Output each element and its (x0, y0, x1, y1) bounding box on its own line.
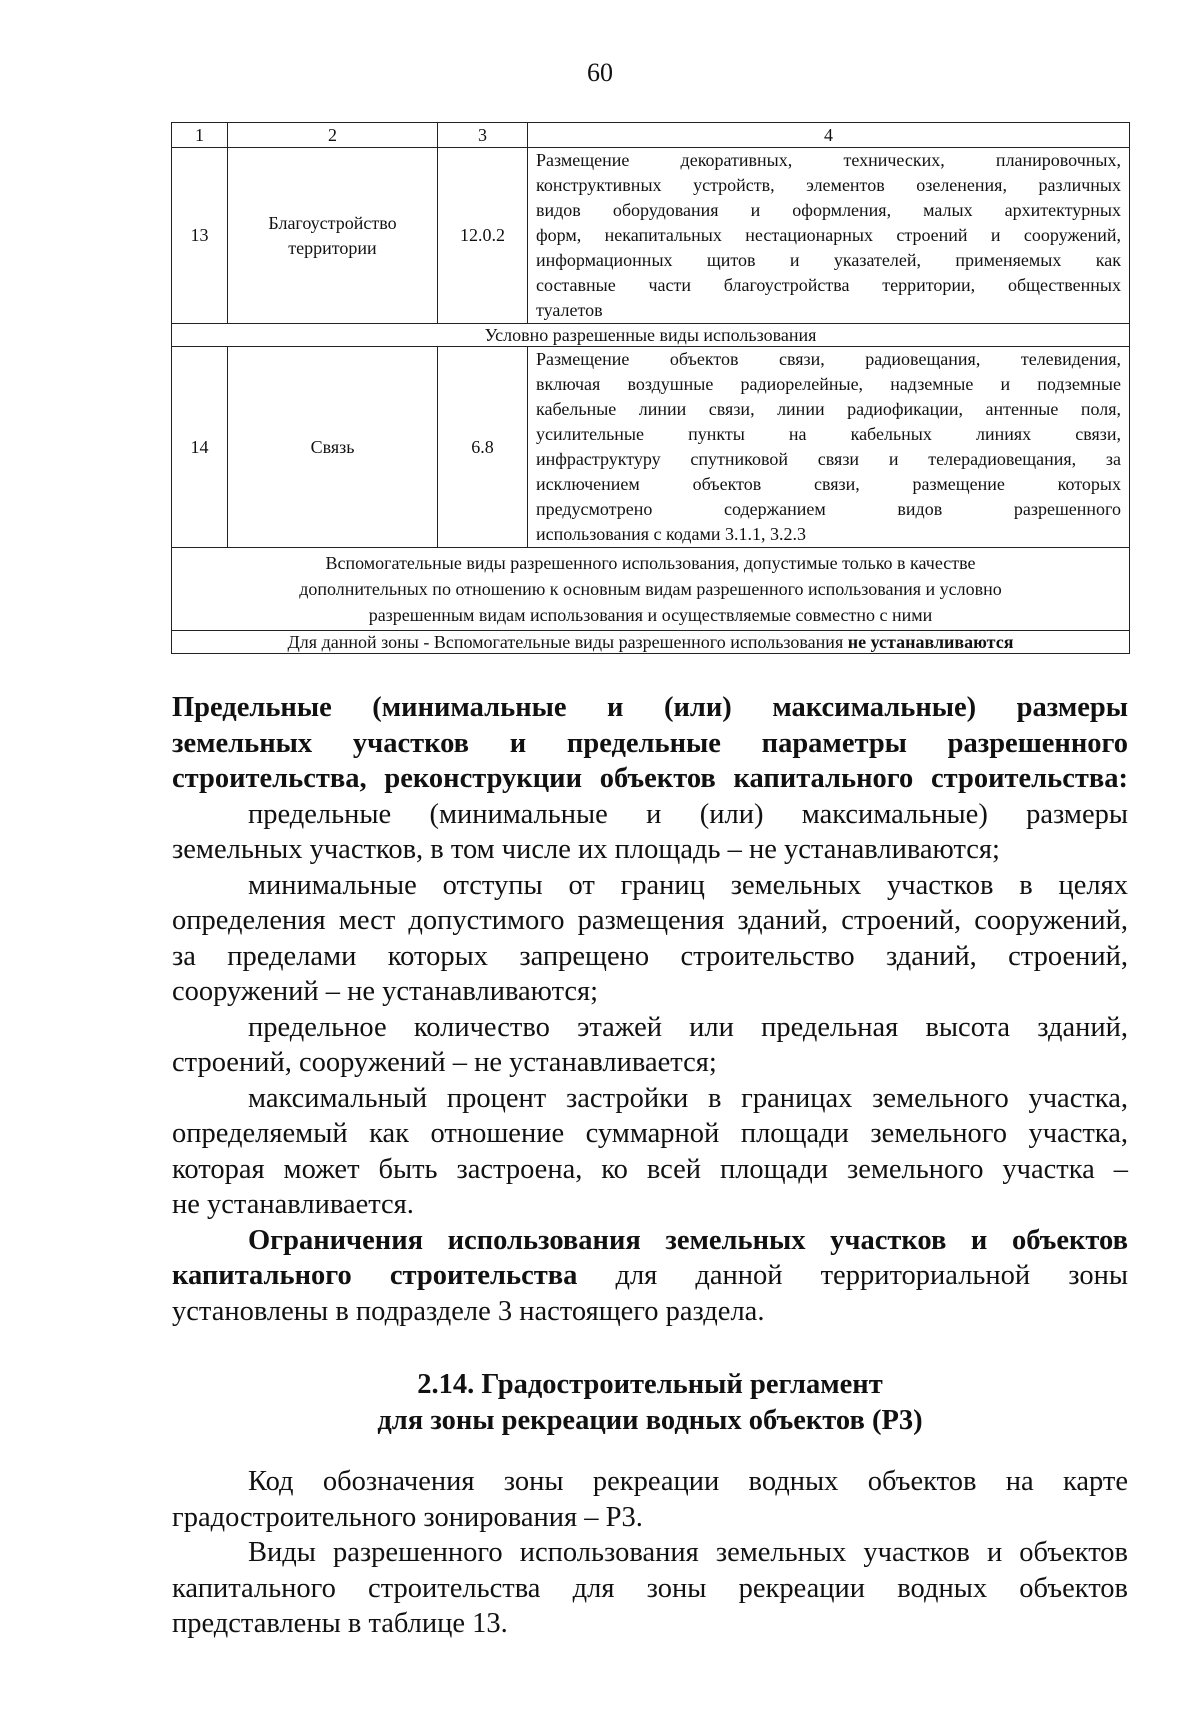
text-line: не устанавливается. (172, 1189, 414, 1220)
section-row (172, 631, 1130, 654)
table-header-cell: 3 (438, 123, 528, 148)
use-name-line: Благоустройство (268, 212, 397, 233)
table-header-cell: 2 (228, 123, 438, 148)
text-line: строительства, реконструкции объектов капитального строительства: (172, 763, 1128, 794)
section-title-line: 2.14. Градостроительный регламент (417, 1369, 883, 1400)
paragraph-plot-sizes (172, 797, 1128, 868)
text-line: минимальные отступы от границ земельных участков в целях (248, 869, 1128, 901)
use-code: 6.8 (438, 347, 528, 548)
auxiliary-uses-note (172, 631, 1130, 654)
section-title-line: для зоны рекреации водных объектов (Р3) (377, 1404, 923, 1436)
section-title (172, 1367, 1128, 1438)
description-line: конструктивных устройств, элементов озеленения, различных (536, 175, 1121, 195)
paragraph-restrictions (172, 1223, 1128, 1330)
description-line: включая воздушные радиорелейные, надземные и подземные (536, 374, 1121, 394)
paragraph-setbacks (172, 868, 1128, 1010)
description-line: составные части благоустройства территории, общественных (536, 275, 1121, 295)
description-line: Размещение объектов связи, радиовещания, телевидения, (536, 349, 1121, 369)
text-line: Код обозначения зоны рекреации водных объектов на карте (248, 1466, 1128, 1497)
table-row (172, 148, 1130, 324)
use-code: 12.0.2 (438, 148, 528, 324)
auxiliary-header-line: Вспомогательные виды разрешенного использования, допустимые только в качестве (325, 553, 976, 573)
text-line: определяемый как отношение суммарной площади земельного участка, (172, 1118, 1128, 1149)
text-line: сооружений – не устанавливаются; (172, 976, 599, 1007)
land-use-table (171, 122, 1130, 654)
restrictions-rest: для данной территориальной зоны (577, 1260, 1128, 1291)
spacer (172, 1438, 1128, 1464)
description-line: кабельные линии связи, линии радиофикации, антенные поля, (536, 399, 1121, 419)
text-line: капитального строительства для зоны рекреации водных объектов (172, 1572, 1128, 1604)
description-line: туалетов (536, 300, 603, 320)
text-line: которая может быть застроена, ко всей площади земельного участка – (172, 1153, 1128, 1185)
description-line: Размещение декоративных, технических, планировочных, (536, 150, 1121, 170)
text-line: предельные (минимальные и (или) максимальные) размеры (248, 798, 1128, 830)
use-name (228, 148, 438, 324)
text-line: строений, сооружений – не устанавливается; (172, 1047, 717, 1078)
use-name-line: территории (288, 237, 377, 258)
text-line: определения мест допустимого размещения зданий, строений, сооружений, (172, 905, 1128, 936)
description-line: информационных щитов и указателей, применяемых как (536, 250, 1121, 270)
table-header-cell: 4 (528, 123, 1130, 148)
auxiliary-header-line: разрешенным видам использования и осуществляемые совместно с ними (368, 605, 933, 625)
text-line: представлены в таблице 13. (172, 1608, 508, 1639)
paragraph-zone-code (172, 1464, 1128, 1535)
body-text (172, 690, 1128, 1642)
description-line: усилительные пункты на кабельных линиях связи, (536, 424, 1121, 444)
text-line: земельных участков, в том числе их площадь – не устанавливаются; (172, 834, 1000, 865)
description-line: инфраструктуру спутниковой связи и телерадиовещания, за (536, 449, 1121, 469)
description-line: предусмотрено содержанием видов разрешенного (536, 499, 1121, 519)
text-line: Ограничения использования земельных участков и объектов (248, 1224, 1128, 1256)
table-row (172, 347, 1130, 548)
auxiliary-note-emphasis: не устанавливаются (843, 632, 1014, 652)
auxiliary-header-line: дополнительных по отношению к основным видам разрешенного использования и условно (299, 579, 1002, 599)
section-row (172, 548, 1130, 631)
paragraph-coverage (172, 1081, 1128, 1223)
page-number: 60 (587, 58, 613, 87)
auxiliary-uses-header (172, 548, 1130, 631)
text-line (172, 1258, 1128, 1294)
row-number: 14 (172, 347, 228, 548)
text-line: предельное количество этажей или предельная высота зданий, (248, 1011, 1128, 1043)
section-row (172, 324, 1130, 347)
description-line: использования с кодами 3.1.1, 3.2.3 (536, 524, 806, 544)
spacer (172, 1329, 1128, 1367)
limits-heading (172, 690, 1128, 797)
row-number: 13 (172, 148, 228, 324)
description-line: исключением объектов связи, размещение которых (536, 474, 1121, 494)
use-name: Связь (228, 347, 438, 548)
table-header-row (172, 123, 1130, 148)
table-header-cell: 1 (172, 123, 228, 148)
text-line: установлены в подразделе 3 настоящего раздела. (172, 1295, 765, 1327)
description-line: видов оборудования и оформления, малых архитектурных (536, 200, 1121, 220)
auxiliary-note-text: Для данной зоны - Вспомогательные виды разрешенного использования (287, 632, 844, 652)
text-line: земельных участков и предельные параметры разрешенного (172, 727, 1128, 759)
text-line: максимальный процент застройки в границах земельного участка, (248, 1082, 1128, 1114)
restrictions-emphasis: капитального строительства (172, 1260, 578, 1291)
paragraph-floors (172, 1010, 1128, 1081)
use-description (528, 148, 1130, 324)
paragraph-permitted-uses (172, 1535, 1128, 1642)
conditional-uses-header: Условно разрешенные виды использования (172, 324, 1130, 347)
text-line: Предельные (минимальные и (или) максимальные) размеры (172, 692, 1128, 723)
text-line: Виды разрешенного использования земельных участков и объектов (248, 1537, 1128, 1568)
use-description (528, 347, 1130, 548)
text-line: за пределами которых запрещено строительство зданий, строений, (172, 940, 1128, 972)
description-line: форм, некапитальных нестационарных строений и сооружений, (536, 225, 1121, 245)
text-line: градостроительного зонирования – Р3. (172, 1501, 643, 1533)
